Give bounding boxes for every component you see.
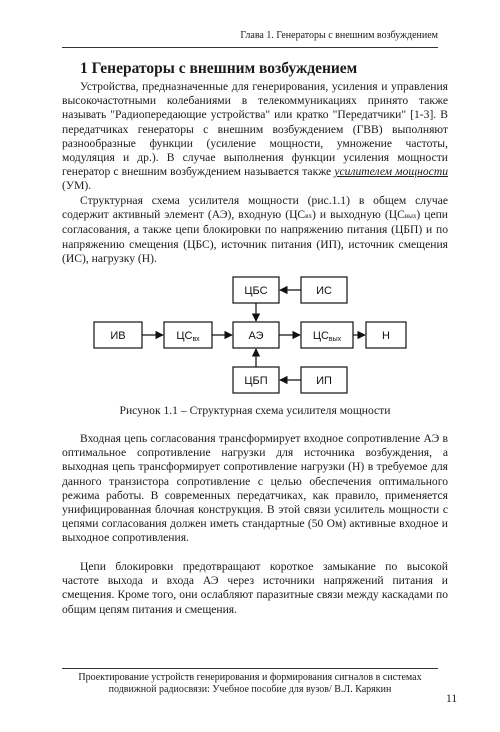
paragraph-structure-text-c: ) цепи согласования, а также цепи блокировки по напряжению питания (ЦБП) и по напряжению смещения (ЦБС), источник питания (ИП), источник смещения (ИС), нагрузку (Н). [62, 208, 448, 265]
paragraph-structure-text-a: Структурная схема усилителя мощности (рис.1.1) в общем случае содержит активный элемент (АЭ), входную (ЦС [62, 194, 448, 222]
label-ip: ИП [316, 375, 332, 387]
block-diagram [88, 276, 408, 402]
label-cs-out-main: ЦС [312, 330, 329, 342]
paragraph-intro-text-a: Устройства, предназначенные для генерирования, усиления и управления высокочастотными колебаниями в телекоммуникациях принято также называть "Радиопередающие устройства" или кратко "Передатчики" [1-3]. В передатчиках генераторы с внешним возбуждением (ГВВ) выполняют разнообразные функции (усиление мощности, умножение частоты, модуляция и др.). В случае выполнения функции усиления мощности генератор с внешним возбуждением называется также [62, 80, 448, 179]
term-power-amplifier: усилителем мощности [334, 165, 448, 179]
paragraph-structure-text-b: ) и выходную (ЦС [311, 208, 405, 222]
header-divider [62, 47, 438, 48]
label-is: ИС [316, 285, 332, 297]
footer-line-1: Проектирование устройств генерирования и формирования сигналов в системах [78, 672, 422, 683]
figure-caption: Рисунок 1.1 – Структурная схема усилителя мощности [119, 404, 391, 417]
footer-divider [62, 668, 438, 669]
subscript-in: вх [305, 212, 312, 221]
paragraph-intro [62, 80, 448, 194]
label-n: Н [382, 330, 390, 342]
paragraph-blocking: Цепи блокировки предотвращают короткое замыкание по высокой частоте выхода и входа АЭ через источники напряжений питания и смещения. Кроме того, они ослабляют паразитные связи между каскадами по общим цепям питания и смещения. [62, 560, 448, 616]
label-cbs: ЦБС [244, 285, 268, 297]
paragraph-matching: Входная цепь согласования трансформирует входное сопротивление АЭ в оптимальное сопротивление нагрузки для источника возбуждения, а выходная цепь трансформирует сопротивление нагрузки (Н) в требуемое для данного транзистора сопротивление с целью обеспечения оптимального режима работы. В современных передатчиках, как правило, применяется унифицированная блочная конструкция. В этой связи усилитель мощности с цепями согласования должен иметь стандартные (50 Ом) активные входное и выходное сопротивления. [62, 432, 448, 545]
paragraph-intro-text-b: (УМ). [62, 179, 92, 193]
label-cs-in-sub: вх [192, 336, 200, 343]
label-ae: АЭ [248, 330, 264, 342]
running-header: Глава 1. Генераторы с внешним возбуждением [240, 30, 438, 41]
chapter-title: 1 Генераторы с внешним возбуждением [80, 60, 358, 77]
label-cs-in-main: ЦС [176, 330, 193, 342]
subscript-out: вых [404, 212, 417, 221]
page-number: 11 [446, 693, 458, 705]
footer [62, 672, 438, 696]
footer-line-2: подвижной радиосвязи: Учебное пособие для вузов/ В.Л. Карякин [108, 684, 392, 695]
paragraph-structure [62, 194, 448, 266]
label-cs-out-sub: вых [328, 336, 342, 343]
label-cbp: ЦБП [244, 375, 268, 387]
label-iv: ИВ [110, 330, 126, 342]
